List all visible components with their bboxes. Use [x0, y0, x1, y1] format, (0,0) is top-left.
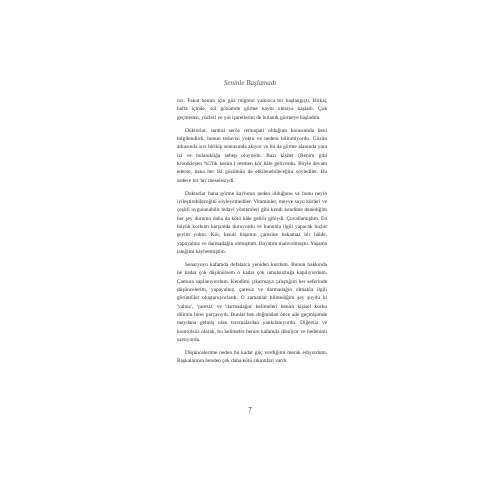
paragraph: Senaryoyu kafamda defalarca yeniden kurdum. Bunun hakkında ne kadar çok düşünürsem o kadar çok umutsuzluğa kapılıyordum. Çamura saplanıyordum. Kendimi çıkarmaya çalıştığım her seferinde düşüncelerim, yapayalnız, çaresiz ve darmadağın olmakla ilgili görüntüler oluşturuyorlardı. O zamanlar bilmediğim şey şuydu ki 'yalnız', 'çaresiz' ve 'darmadağın' kelimeleri benim kişisel korku dilimin birer parçasıydı. Bunlar ben doğmadan önce aile geçmişimde meydana gelmiş olan travmalardan yankılanıyordu. Diğersiz ve kontrolsüz olarak, bu kelimeler benim kafamda dönüyor ve bedenimi sarsıyordu. [177, 261, 327, 344]
body-text [177, 97, 327, 370]
paragraph: Doktorlar bana görme kaybının neden olduğunu ve bunu neyin iyileştirebileceğini söyleyemediler. Vitaminler, meyve suyu kürleri ve çeşitli uygulanabilir tedavi yöntemleri gibi kendi kendime denediğim her şey durumu daha da kötü hâle getirir gibiydi. Çuvallamıştım. En büyük korkum karşımda duruyordu ve bununla ilgili yapacak hiçbir şeyim yoktu. Kör, kendi başımın çaresine bakamaz bir hâlde, yapayalnız ve darmadağın olmuştum. Hayatım mahvolmuştu. Yaşama isteğimi kaybetmiştim. [177, 190, 327, 256]
page-number: 7 [248, 406, 252, 414]
paragraph: nız. Fakat benim için göz migreni yalnızca bir başlangıçtı. Birkaç hafta içinde, sol gözümde görme kaybı olmaya başladı. Çok geçmeden, yüzleri ve yol işaretlerini de bulanık görmeye başladım. [177, 98, 327, 121]
paragraph: Düşüncelerime neden bu kadar güç verdiğimi merak ediyordum. Başkalarının benden çok daha kötü sıkıntıları vardı [177, 350, 327, 365]
paragraph: Doktorlar, santral seröz retinopati olduğum konusunda beni bilgilendirdi, bunun tedavisi yoktu ve nedeni bilinmiyordu. Gözün arkasında sıvı birikip sonrasında akıyor ve bu da görme alanında yara izi ve bulanıklığa sebep oluyordu. Bazı kişiler (Benim gibi kronikleşen %5'lik kesim.) resmen kör hâle geliyordu. Böyle devam ederse, bana her iki gözümün de etkilenebileceğini söylediler. Bu sadece bir 'an' meselesiydi. [177, 127, 327, 184]
running-head: Seninle Başlamadı [223, 79, 277, 87]
